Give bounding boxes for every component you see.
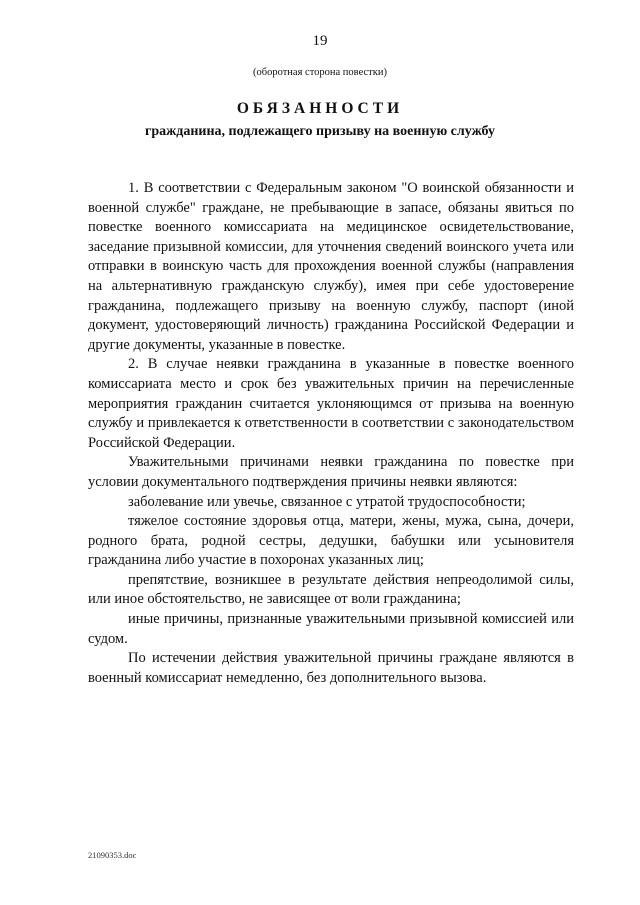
paragraph-non-appearance: 2. В случае неявки гражданина в указанные в повестке военного комиссариата место и срок без уважительных причин на перечисленные мероприятия гражданин считается уклоняющимся от призыва на военную службу и привлекается к ответственности в соответствии с законодательством Российской Федерации. — [88, 356, 574, 451]
paragraph-reason-illness: заболевание или увечье, связанное с утратой трудоспособности; — [128, 493, 526, 510]
page-number: 19 — [312, 33, 328, 49]
paragraph-reason-family: тяжелое состояние здоровья отца, матери, жены, мужа, сына, дочери, родного брата, родной сестры, дедушки, бабушки или усыновителя гражданина либо участие в похоронах указанных лиц; — [88, 513, 574, 569]
paragraph-after-reason-expiry: По истечении действия уважительной причины граждане являются в военный комиссариат немедленно, без дополнительного вызова. — [88, 650, 574, 686]
document-body — [88, 179, 574, 688]
paragraph-valid-reasons-intro: Уважительными причинами неявки гражданина по повестке при условии документального подтверждения причины неявки являются: — [88, 454, 574, 490]
footer-filename: 21090353.doc — [88, 850, 137, 860]
paragraph-obligation-appear: 1. В соответствии с Федеральным законом "О воинской обязанности и военной службе" граждане, не пребывающие в запасе, обязаны явиться по повестке военного комиссариата на медицинское освидетельствование, заседание призывной комиссии, для уточнения сведений воинского учета или отправки в воинскую часть для прохождения военной службы (направления на альтернативную гражданскую службу), имея при себе удостоверение гражданина, подлежащего призыву на военную службу, паспорт (иной документ, удостоверяющий личность) гражданина Российской Федерации и другие документы, указанные в повестке. — [88, 180, 574, 353]
document-title: ОБЯЗАННОСТИ — [236, 100, 404, 117]
paragraph-reason-force-majeure: препятствие, возникшее в результате действия непреодолимой силы, или иное обстоятельство, не зависящее от воли гражданина; — [88, 571, 574, 608]
paragraph-reason-other: иные причины, признанные уважительными призывной комиссией или судом. — [88, 611, 574, 647]
document-note: (оборотная сторона повестки) — [253, 67, 387, 78]
document-subtitle: гражданина, подлежащего призыву на военную службу — [144, 124, 496, 139]
